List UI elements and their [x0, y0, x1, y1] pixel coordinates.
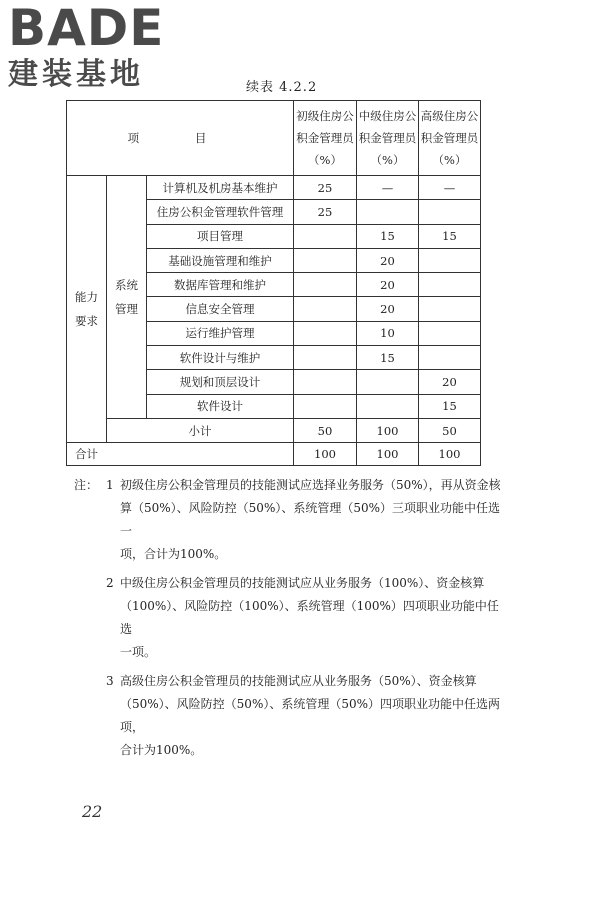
subtotal-label: 小计	[107, 418, 294, 442]
header-item: 项 目	[67, 101, 294, 176]
cell-junior	[294, 370, 357, 394]
note-line: 合计为100%。	[120, 743, 203, 757]
table-header-row	[67, 101, 481, 176]
cell-senior	[419, 248, 481, 272]
table-caption: 续表 4.2.2	[246, 80, 318, 95]
page-number: 22	[82, 802, 103, 821]
cell-junior: 25	[294, 200, 357, 224]
group-ability-requirement: 能力 要求	[67, 176, 107, 443]
cell-senior	[419, 200, 481, 224]
row-label: 住房公积金管理软件管理	[147, 200, 294, 224]
table-row	[67, 176, 481, 200]
cell-senior: 15	[419, 394, 481, 418]
row-label: 规划和顶层设计	[147, 370, 294, 394]
cell-senior	[419, 273, 481, 297]
bade-logo	[8, 2, 178, 97]
cell-junior	[294, 248, 357, 272]
subtotal-row	[67, 418, 481, 442]
cell-intermediate	[357, 200, 419, 224]
row-label: 数据库管理和维护	[147, 273, 294, 297]
row-label: 信息安全管理	[147, 297, 294, 321]
cell-intermediate	[357, 394, 419, 418]
total-label: 合计	[67, 443, 294, 466]
cell-intermediate: 15	[357, 346, 419, 370]
cell-junior: 25	[294, 176, 357, 200]
row-label: 软件设计	[147, 394, 294, 418]
note-number: 3	[106, 674, 114, 688]
cell-junior	[294, 321, 357, 345]
cell-junior	[294, 297, 357, 321]
cell-junior: 50	[294, 418, 357, 442]
cell-junior	[294, 346, 357, 370]
note-item	[74, 572, 504, 664]
note-line: 一项。	[120, 645, 157, 659]
cell-senior: 20	[419, 370, 481, 394]
row-label: 运行维护管理	[147, 321, 294, 345]
header-col-intermediate: 中级住房公 积金管理员 （%）	[357, 101, 419, 176]
cell-junior: 100	[294, 443, 357, 466]
cell-intermediate: 20	[357, 248, 419, 272]
cell-intermediate: —	[357, 176, 419, 200]
row-label: 软件设计与维护	[147, 346, 294, 370]
note-item	[74, 474, 504, 566]
cell-intermediate: 20	[357, 273, 419, 297]
cell-senior: 50	[419, 418, 481, 442]
note-number: 2	[106, 576, 114, 590]
cell-intermediate: 10	[357, 321, 419, 345]
cell-intermediate	[357, 370, 419, 394]
cell-junior	[294, 224, 357, 248]
cell-intermediate: 100	[357, 443, 419, 466]
cell-senior: 100	[419, 443, 481, 466]
header-col-junior: 初级住房公 积金管理员 （%）	[294, 101, 357, 176]
cell-senior	[419, 346, 481, 370]
logo-wordmark: BADE	[8, 0, 165, 57]
cell-junior	[294, 273, 357, 297]
cell-senior: —	[419, 176, 481, 200]
note-item	[74, 670, 504, 762]
group-system-management: 系统 管理	[107, 176, 147, 419]
notes-prefix: 注：	[74, 478, 99, 492]
cell-senior	[419, 297, 481, 321]
cell-intermediate: 100	[357, 418, 419, 442]
row-label: 基础设施管理和维护	[147, 248, 294, 272]
note-line: （100%）、风险防控（100%）、系统管理（100%）四项职业功能中任选	[120, 599, 499, 636]
cell-senior	[419, 321, 481, 345]
header-col-senior: 高级住房公 积金管理员 （%）	[419, 101, 481, 176]
note-line: 算（50%）、风险防控（50%）、系统管理（50%）三项职业功能中任选一	[120, 501, 501, 538]
skills-weight-table	[66, 100, 481, 466]
note-line: 初级住房公积金管理员的技能测试应选择业务服务（50%），再从资金核	[120, 478, 501, 492]
cell-senior: 15	[419, 224, 481, 248]
logo-subtitle: 建装基地	[8, 57, 144, 92]
table-notes	[74, 474, 504, 768]
note-line: 项，合计为100%。	[120, 547, 227, 561]
note-line: 中级住房公积金管理员的技能测试应从业务服务（100%）、资金核算	[120, 576, 485, 590]
note-line: （50%）、风险防控（50%）、系统管理（50%）四项职业功能中任选两项，	[120, 697, 501, 734]
note-line: 高级住房公积金管理员的技能测试应从业务服务（50%）、资金核算	[120, 674, 477, 688]
row-label: 计算机及机房基本维护	[147, 176, 294, 200]
row-label: 项目管理	[147, 224, 294, 248]
total-row	[67, 443, 481, 466]
cell-intermediate: 20	[357, 297, 419, 321]
cell-intermediate: 15	[357, 224, 419, 248]
note-number: 1	[106, 478, 114, 492]
cell-junior	[294, 394, 357, 418]
